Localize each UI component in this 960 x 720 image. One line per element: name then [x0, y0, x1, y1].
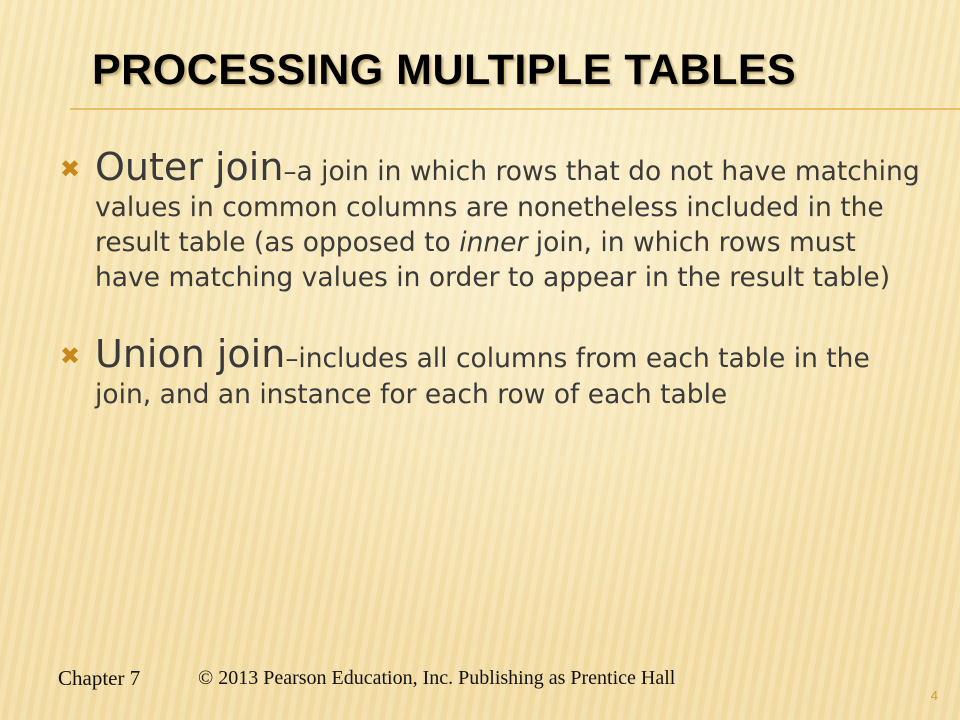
- bullet-dash: –: [283, 157, 297, 187]
- slide-number: 4: [930, 688, 938, 703]
- bullet-outer-join: [60, 145, 920, 295]
- slide-body: [60, 145, 920, 412]
- x-mark-icon: ✖: [60, 342, 81, 370]
- bullet-term: Outer join: [95, 145, 284, 189]
- slide-title: PROCESSING MULTIPLE TABLES: [92, 46, 797, 94]
- footer-chapter: Chapter 7: [58, 666, 141, 690]
- x-mark-icon: ✖: [60, 155, 81, 183]
- bullet-dash: –: [285, 344, 299, 374]
- bullet-text-continued: join, in which rows must have matching values in order to appear in the result table): [95, 227, 891, 293]
- bullet-union-join: [60, 332, 920, 412]
- bullet-emphasis: inner: [459, 227, 528, 258]
- bullet-text: includes all columns from each table in the join, and an instance for each row of each table: [95, 343, 870, 410]
- title-divider: [70, 108, 960, 110]
- bullet-text: a join in which rows that do not have matching values in common columns are nonetheless included in the result table (as opposed to: [95, 156, 920, 258]
- footer-copyright: © 2013 Pearson Education, Inc. Publishing as Prentice Hall: [198, 667, 676, 689]
- bullet-term: Union join: [95, 332, 286, 376]
